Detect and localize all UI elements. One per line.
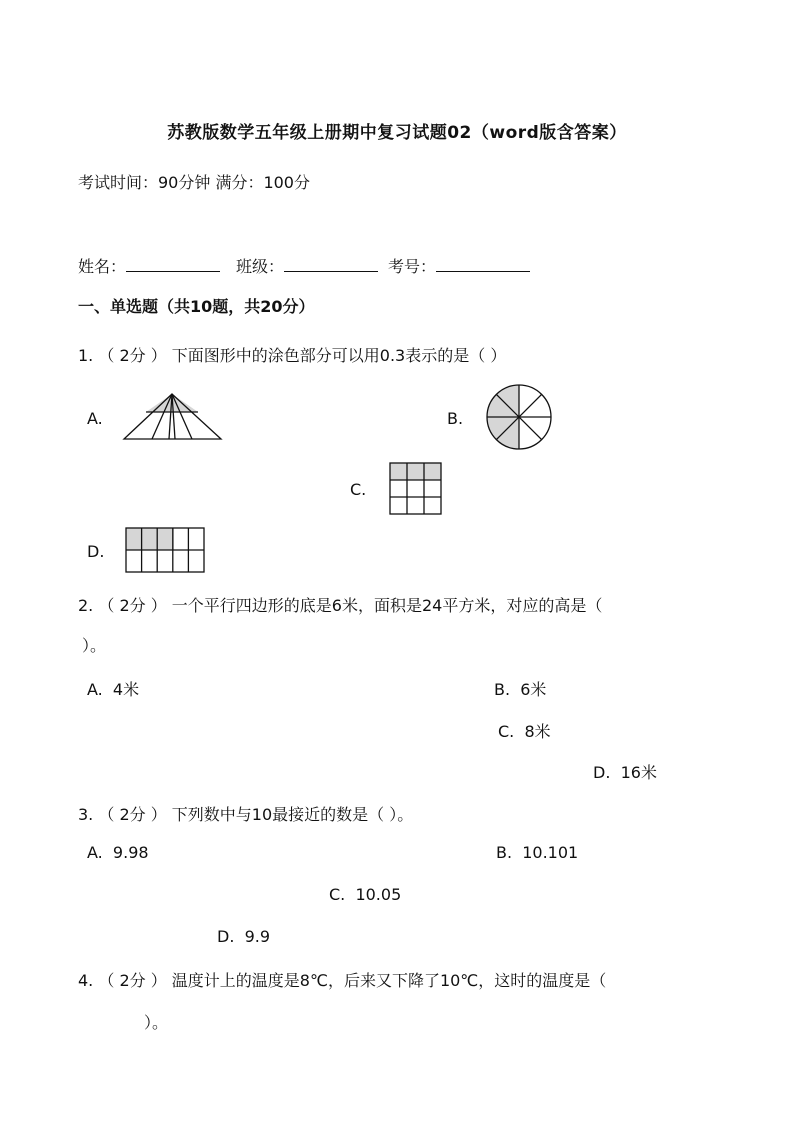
q2-option-a[interactable]: [87, 677, 139, 700]
question-3-stem: 3. （ 2分 ） 下列数中与10最接近的数是（ ）。: [78, 805, 414, 824]
q2-option-b-label: B.: [494, 680, 511, 699]
question-4-stem: 4. （ 2分 ） 温度计上的温度是8℃，后来又下降了10℃，这时的温度是（: [78, 971, 607, 990]
question-4-stem-cont: ）。: [144, 1013, 169, 1032]
q3-option-c-label: C.: [329, 885, 346, 904]
q1-option-a-label[interactable]: A.: [87, 409, 103, 428]
question-1-stem: 1. （ 2分 ） 下面图形中的涂色部分可以用0.3表示的是（ ）: [78, 346, 507, 365]
number-label: 考号：: [388, 257, 437, 276]
name-blank[interactable]: [126, 257, 220, 272]
page-title: 苏教版数学五年级上册期中复习试题02（word版含答案）: [167, 123, 627, 143]
q2-option-a-label: A.: [87, 680, 103, 699]
q2-option-b-text: 6米: [520, 680, 547, 699]
q3-option-b[interactable]: [496, 843, 578, 862]
q2-option-c-text: 8米: [524, 722, 551, 741]
q3-option-d-label: D.: [217, 927, 235, 946]
q1-option-c-figure: [388, 461, 443, 516]
q1-option-c-label[interactable]: C.: [350, 480, 367, 499]
section-heading: 一、单选题（共10题，共20分）: [78, 297, 315, 316]
q3-option-d-text: 9.9: [244, 927, 271, 946]
class-field: [236, 254, 378, 277]
class-blank[interactable]: [284, 257, 378, 272]
class-label: 班级：: [236, 257, 285, 276]
number-field: [388, 254, 530, 277]
q1-option-b-label[interactable]: B.: [447, 409, 464, 428]
q2-option-b[interactable]: [494, 677, 546, 700]
question-2-stem-cont: ）。: [82, 636, 107, 655]
q3-option-a-text: 9.98: [112, 843, 149, 862]
q3-option-c-text: 10.05: [355, 885, 402, 904]
q2-option-c-label: C.: [498, 722, 515, 741]
name-field: [78, 254, 220, 277]
q3-option-c[interactable]: [329, 885, 401, 904]
q3-option-a-label: A.: [87, 843, 103, 862]
q2-option-d-label: D.: [593, 763, 611, 782]
q2-option-c[interactable]: [498, 719, 551, 742]
name-label: 姓名：: [78, 257, 127, 276]
q1-option-a-figure: [122, 392, 224, 442]
number-blank[interactable]: [436, 257, 530, 272]
question-2-stem: 2. （ 2分 ） 一个平行四边形的底是6米，面积是24平方米，对应的高是（: [78, 596, 603, 615]
q2-option-d[interactable]: [593, 760, 657, 783]
q3-option-b-text: 10.101: [522, 843, 579, 862]
q3-option-d[interactable]: [217, 927, 270, 946]
q2-option-a-text: 4米: [112, 680, 140, 699]
q1-option-d-figure: [124, 526, 206, 574]
q1-option-b-figure: [485, 383, 553, 451]
exam-info: 考试时间：90分钟 满分：100分: [78, 173, 310, 192]
q3-option-a[interactable]: [87, 843, 149, 862]
q3-option-b-label: B.: [496, 843, 513, 862]
q1-option-d-label[interactable]: D.: [87, 542, 105, 561]
q2-option-d-text: 16米: [620, 763, 657, 782]
